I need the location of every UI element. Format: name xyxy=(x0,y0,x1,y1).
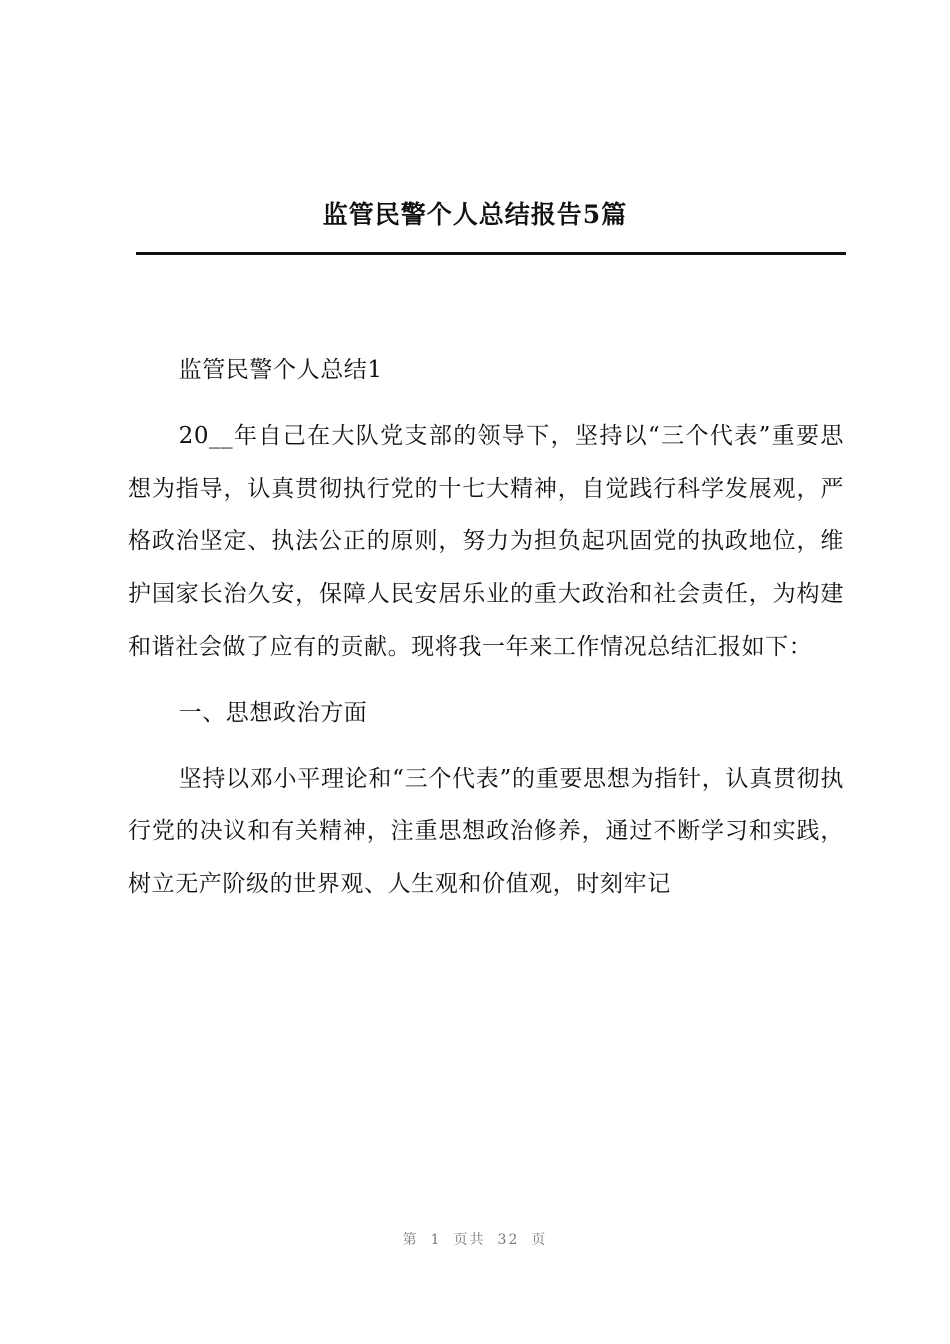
document-title: 监管民警个人总结报告5篇 xyxy=(322,200,628,229)
footer-suffix: 页 xyxy=(531,1232,548,1248)
page-footer xyxy=(0,1229,950,1249)
footer-prefix: 第 xyxy=(402,1232,419,1248)
footer-middle: 页共 xyxy=(453,1232,486,1248)
document-body xyxy=(128,344,844,924)
body-paragraph: 坚持以邓小平理论和“三个代表”的重要思想为指针，认真贯彻执行党的决议和有关精神，注重思想政治修养，通过不断学习和实践，树立无产阶级的世界观、人生观和价值观，时刻牢记 xyxy=(128,765,844,898)
title-divider xyxy=(136,252,846,255)
body-paragraph: 20__年自己在大队党支部的领导下，坚持以“三个代表”重要思想为指导，认真贯彻执行党的十七大精神，自觉践行科学发展观，严格政治坚定、执法公正的原则，努力为担负起巩固党的执政地位，维护国家长治久安，保障人民安居乐业的重大政治和社会责任，为构建和谐社会做了应有的贡献。现将我一年来工作情况总结汇报如下： xyxy=(128,422,844,660)
footer-page-number: 1 xyxy=(430,1232,442,1248)
subsection-heading: 一、思想政治方面 xyxy=(178,699,368,726)
section-heading: 监管民警个人总结1 xyxy=(178,357,383,383)
footer-total-pages: 32 xyxy=(497,1232,520,1248)
